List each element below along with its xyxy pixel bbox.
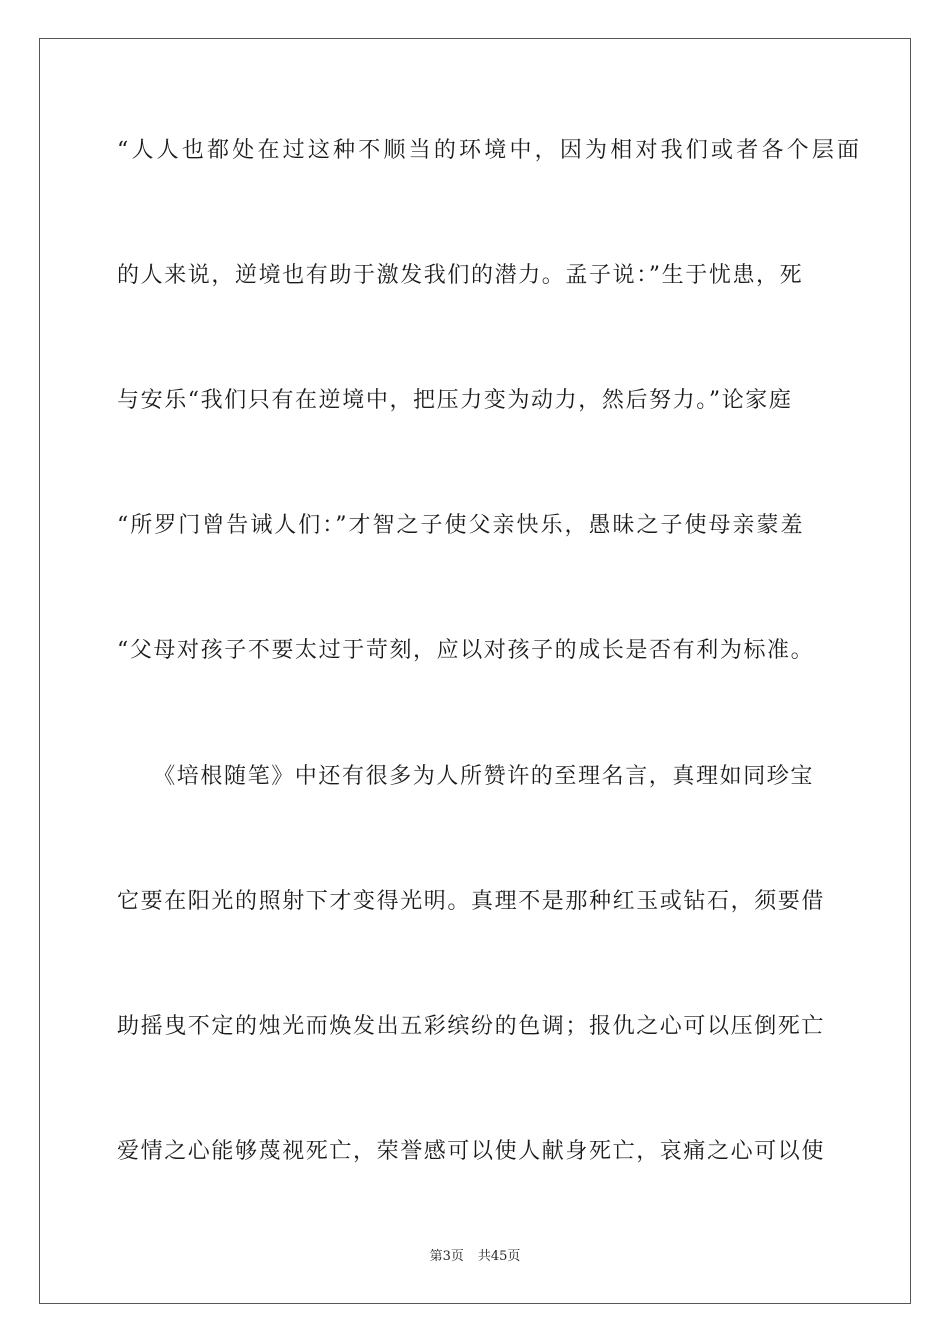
- page-border: [39, 38, 911, 1304]
- text-line: “所罗门曾告诫人们：”才智之子使父亲快乐，愚昧之子使母亲蒙羞: [117, 513, 805, 538]
- text-line: “父母对孩子不要太过于苛刻，应以对孩子的成长是否有利为标准。: [117, 638, 815, 663]
- text-line: 爱情之心能够蔑视死亡，荣誉感可以使人献身死亡，哀痛之心可以使: [117, 1139, 826, 1164]
- text-line: 助摇曳不定的烛光而焕发出五彩缤纷的色调；报仇之心可以压倒死亡: [117, 1014, 826, 1039]
- text-line: “人人也都处在过这种不顺当的环境中，因为相对我们或者各个层面: [117, 138, 863, 163]
- text-line: 的人来说，逆境也有助于激发我们的潜力。孟子说：”生于忧患，死: [117, 263, 804, 288]
- paragraph-start-line: 《培根随笔》中还有很多为人所赞许的至理名言，真理如同珍宝: [117, 764, 815, 789]
- text-line: 它要在阳光的照射下才变得光明。真理不是那种红玉或钻石，须要借: [117, 889, 826, 914]
- total-pages: 共45页: [477, 1249, 521, 1264]
- text-line: 与安乐“我们只有在逆境中，把压力变为动力，然后努力。”论家庭: [117, 388, 793, 413]
- page-number: 第3页: [429, 1249, 464, 1264]
- page-footer: [0, 1248, 950, 1266]
